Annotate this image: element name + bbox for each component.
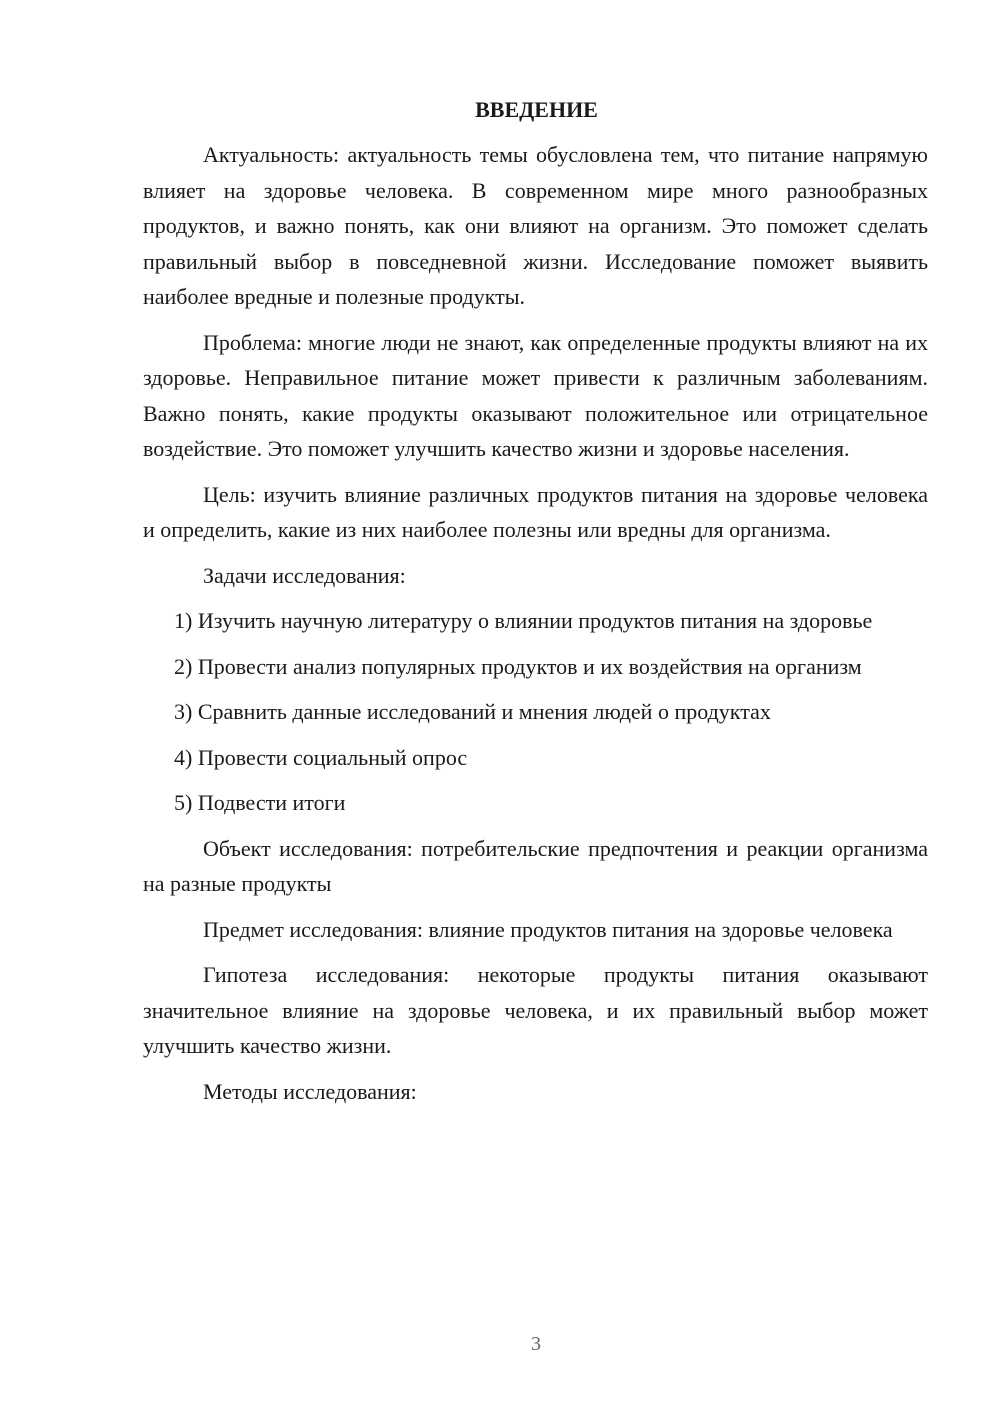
page-number: 3: [531, 1333, 541, 1355]
page-title: ВВЕДЕНИЕ: [475, 97, 598, 122]
page-content: [143, 92, 928, 1119]
object-paragraph: Объект исследования: потребительские предпочтения и реакции организма на разные продукты: [143, 835, 928, 896]
goal-paragraph: Цель: изучить влияние различных продуктов питания на здоровье человека и определить, какие из них наиболее полезны или вредны для организма.: [143, 481, 928, 542]
subject-paragraph: Предмет исследования: влияние продуктов питания на здоровье человека: [203, 916, 893, 942]
task-item-4: 4) Провести социальный опрос: [174, 744, 468, 770]
task-item-2: 2) Провести анализ популярных продуктов и их воздействия на организм: [174, 653, 862, 679]
relevance-paragraph: Актуальность: актуальность темы обусловлена тем, что питание напрямую влияет на здоровье человека. В современном мире много разнообразных продуктов, и важно понять, как они влияют на организм. Это поможет сделать правильный выбор в повседневной жизни. Исследование поможет выявить наиболее вредные и полезные продукты.: [143, 142, 928, 309]
problem-paragraph: Проблема: многие люди не знают, как определенные продукты влияют на их здоровье. Неправильное питание может привести к различным заболеваниям. Важно понять, какие продукты оказывают положительное или отрицательное воздействие. Это поможет улучшить качество жизни и здоровье населения.: [143, 329, 928, 461]
tasks-heading: Задачи исследования:: [203, 562, 406, 588]
task-item-5: 5) Подвести итоги: [174, 790, 346, 815]
task-item-3: 3) Сравнить данные исследований и мнения людей о продуктах: [174, 699, 771, 724]
task-item-1: 1) Изучить научную литературу о влиянии продуктов питания на здоровье: [174, 608, 873, 633]
hypothesis-paragraph: Гипотеза исследования: некоторые продукты питания оказывают значительное влияние на здоровье человека, и их правильный выбор может улучшить качество жизни.: [143, 962, 928, 1058]
methods-heading: Методы исследования:: [203, 1078, 417, 1104]
